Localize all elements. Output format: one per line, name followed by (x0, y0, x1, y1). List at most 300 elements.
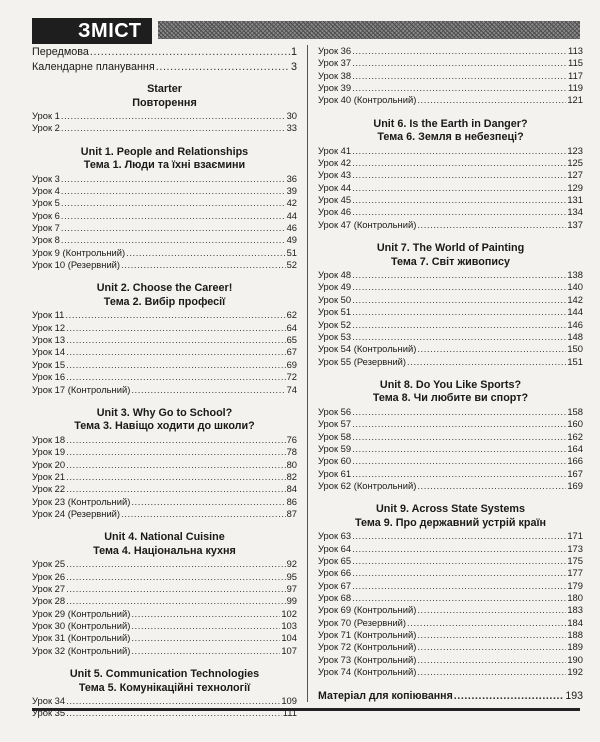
dot-leader (66, 583, 285, 595)
section-subtitle: Тема 9. Про державний устрій країн (354, 516, 547, 529)
dot-leader (90, 45, 290, 60)
entry-label: Урок 29 (Контрольний) (32, 607, 131, 619)
entry-page: 140 (567, 281, 583, 293)
entry-page: 142 (567, 293, 583, 305)
section-unit-3 (32, 407, 297, 434)
entry-page: 162 (567, 430, 583, 442)
section-subtitle: Тема 1. Люди та їхні взаємини (83, 159, 246, 172)
toc-entry[interactable] (318, 418, 583, 430)
toc-entry[interactable] (32, 346, 297, 358)
dot-leader (66, 434, 285, 446)
entry-label: Урок 48 (318, 269, 352, 281)
toc-entry[interactable] (318, 219, 583, 231)
entry-label: Урок 32 (Контрольний) (32, 644, 131, 656)
toc-entry[interactable] (318, 641, 583, 653)
entry-page: 183 (567, 604, 583, 616)
entry-page: 193 (565, 690, 583, 703)
dot-leader (454, 689, 565, 704)
toc-entry[interactable] (318, 319, 583, 331)
entry-label: Урок 49 (318, 281, 352, 293)
toc-entry[interactable] (32, 259, 297, 271)
entry-label: Урок 39 (318, 82, 352, 94)
page-header (32, 18, 580, 44)
section-title: Unit 5. Communication Technologies (69, 668, 260, 680)
entry-label: Урок 46 (318, 206, 352, 218)
dot-leader (352, 592, 566, 604)
toc-entry[interactable] (318, 70, 583, 82)
entry-page: 42 (286, 197, 297, 209)
entry-label: Урок 3 (32, 172, 60, 184)
entry-page: 86 (286, 495, 297, 507)
dot-leader (61, 234, 286, 246)
toc-entry[interactable] (318, 194, 583, 206)
entry-page: 84 (286, 483, 297, 495)
toc-entry[interactable] (32, 632, 297, 644)
toc-entry[interactable] (32, 620, 297, 632)
toc-entry[interactable] (318, 294, 583, 306)
entry-label: Урок 41 (318, 144, 352, 156)
dot-leader (61, 173, 286, 185)
entry-page: 72 (286, 371, 297, 383)
entry-label: Урок 2 (32, 122, 60, 134)
dot-leader (66, 695, 280, 707)
toc-entry[interactable] (318, 468, 583, 480)
entry-page: 166 (567, 455, 583, 467)
toc-entry[interactable] (318, 592, 583, 604)
entry-page: 146 (567, 318, 583, 330)
toc-entry[interactable] (32, 334, 297, 346)
dot-leader (66, 359, 285, 371)
entry-page: 184 (567, 616, 583, 628)
entry-page: 44 (286, 209, 297, 221)
dot-leader (66, 346, 285, 358)
entry-label: Урок 17 (Контрольний) (32, 383, 131, 395)
entry-page: 102 (281, 607, 297, 619)
toc-entry[interactable] (32, 496, 297, 508)
dot-leader (61, 185, 286, 197)
toc-entry[interactable] (318, 455, 583, 467)
toc-entry[interactable] (32, 110, 297, 122)
dot-leader (66, 483, 285, 495)
entry-page: 30 (286, 110, 297, 121)
entry-page: 51 (286, 246, 297, 258)
toc-entry[interactable] (32, 309, 297, 321)
toc-entry[interactable] (318, 169, 583, 181)
entry-page: 129 (567, 181, 583, 193)
dot-leader (417, 343, 566, 355)
entry-page: 99 (286, 595, 297, 607)
section-title: Unit 9. Across State Systems (375, 503, 526, 516)
dot-leader (407, 617, 566, 629)
entry-page: 123 (567, 144, 583, 156)
entry-page: 113 (568, 45, 583, 56)
entry-page: 180 (567, 592, 583, 603)
entry-page: 164 (567, 442, 583, 454)
entry-label: Урок 21 (32, 470, 66, 482)
entry-label: Урок 62 (Контрольний) (318, 479, 417, 491)
toc-entry[interactable] (318, 443, 583, 455)
toc-entry[interactable] (32, 371, 297, 383)
entry-label: Урок 22 (32, 483, 66, 495)
dot-leader (352, 406, 566, 418)
dot-leader (352, 567, 566, 579)
section-subtitle: Тема 7. Світ живопису (390, 255, 511, 268)
toc-entry[interactable] (318, 617, 583, 629)
entry-label: Урок 66 (318, 567, 352, 579)
entry-label: Урок 30 (Контрольний) (32, 619, 131, 631)
dot-leader (352, 306, 566, 318)
entry-label: Урок 5 (32, 197, 60, 209)
entry-page: 173 (567, 542, 583, 554)
entry-page: 127 (567, 169, 583, 181)
entry-label: Урок 43 (318, 169, 352, 181)
dot-leader (66, 571, 285, 583)
section-unit-8 (318, 379, 583, 406)
toc-entry-materials[interactable] (318, 689, 583, 704)
dot-leader (66, 459, 285, 471)
entry-label: Урок 13 (32, 334, 66, 346)
bottom-rule (32, 708, 580, 711)
dot-leader (66, 322, 285, 334)
entry-page: 36 (286, 172, 297, 184)
dot-leader (352, 182, 566, 194)
entry-label: Урок 7 (32, 222, 60, 234)
dot-leader (352, 530, 566, 542)
entry-page: 167 (567, 467, 583, 479)
dot-leader (417, 629, 566, 641)
entry-label: Урок 55 (Резервний) (318, 355, 407, 367)
toc-entry[interactable] (32, 508, 297, 520)
entry-page: 33 (286, 122, 297, 134)
toc-entry[interactable] (32, 695, 297, 707)
entry-page: 151 (567, 355, 583, 367)
toc-entry[interactable] (32, 247, 297, 259)
toc-entry[interactable] (32, 222, 297, 234)
section-unit-5 (32, 668, 297, 695)
dot-leader (352, 319, 566, 331)
entry-label: Урок 60 (318, 455, 352, 467)
toc-entry[interactable] (32, 583, 297, 595)
toc-entry[interactable] (32, 483, 297, 495)
section-unit-4 (32, 531, 297, 558)
toc-entry[interactable] (318, 157, 583, 169)
dot-leader (65, 309, 285, 321)
entry-page: 80 (286, 458, 297, 470)
dot-leader (407, 356, 566, 368)
entry-page: 121 (567, 94, 583, 106)
dot-leader (61, 110, 286, 122)
toc-entry[interactable] (32, 122, 297, 134)
toc-entry[interactable] (32, 60, 297, 75)
toc-entry[interactable] (318, 57, 583, 69)
entry-page: 125 (567, 157, 583, 169)
toc-entry[interactable] (318, 343, 583, 355)
dot-leader (352, 455, 566, 467)
section-starter (32, 83, 297, 110)
dot-leader (61, 222, 286, 234)
entry-label: Урок 67 (318, 579, 352, 591)
title-decorative-bar (158, 21, 580, 39)
dot-leader (352, 331, 566, 343)
entry-label: Урок 36 (318, 45, 352, 56)
toc-left-column (32, 45, 297, 720)
toc-entry[interactable] (318, 145, 583, 157)
entry-label: Урок 42 (318, 157, 352, 169)
toc-entry[interactable] (318, 580, 583, 592)
dot-leader (352, 70, 567, 82)
dot-leader (352, 194, 566, 206)
toc-entry[interactable] (318, 45, 583, 57)
entry-page: 67 (286, 346, 297, 358)
entry-label: Урок 72 (Контрольний) (318, 641, 417, 653)
toc-entry[interactable] (318, 306, 583, 318)
dot-leader (66, 471, 285, 483)
dot-leader (352, 555, 566, 567)
toc-entry[interactable] (318, 182, 583, 194)
entry-label: Урок 16 (32, 371, 66, 383)
toc-entry[interactable] (318, 654, 583, 666)
entry-label: Урок 58 (318, 430, 352, 442)
entry-label: Урок 61 (318, 467, 352, 479)
toc-entry[interactable] (32, 359, 297, 371)
toc-entry[interactable] (32, 384, 297, 396)
entry-label: Матеріал для копіювання (318, 690, 453, 703)
section-title: Unit 2. Choose the Career! (96, 282, 233, 295)
entry-page: 119 (568, 82, 583, 94)
entry-page: 95 (286, 570, 297, 582)
column-divider (307, 45, 308, 702)
toc-entry[interactable] (32, 471, 297, 483)
entry-label: Урок 23 (Контрольний) (32, 495, 131, 507)
section-unit-6 (318, 118, 583, 145)
dot-leader (352, 269, 566, 281)
section-title: Unit 4. National Cuisine (104, 531, 225, 544)
entry-page: 52 (286, 259, 297, 271)
entry-label: Урок 8 (32, 234, 60, 246)
entry-page: 131 (567, 194, 583, 206)
toc-entry[interactable] (318, 543, 583, 555)
entry-page: 115 (568, 57, 583, 69)
entry-label: Урок 51 (318, 306, 352, 318)
dot-leader (417, 641, 566, 653)
entry-label: Урок 37 (318, 57, 352, 69)
toc-entry[interactable] (32, 322, 297, 334)
section-unit-1 (32, 146, 297, 173)
entry-page: 3 (290, 61, 297, 73)
dot-leader (66, 334, 285, 346)
entry-label: Урок 68 (318, 592, 352, 603)
entry-label: Урок 15 (32, 358, 66, 370)
entry-label: Урок 11 (32, 309, 65, 321)
entry-page: 150 (567, 343, 583, 355)
toc-entry[interactable] (32, 197, 297, 209)
entry-page: 97 (286, 582, 297, 594)
toc-entry[interactable] (32, 434, 297, 446)
entry-label: Урок 24 (Резервний) (32, 507, 121, 519)
toc-entry[interactable] (32, 595, 297, 607)
toc-entry[interactable] (32, 571, 297, 583)
toc-entry[interactable] (318, 567, 583, 579)
toc-entry[interactable] (32, 645, 297, 657)
entry-label: Урок 6 (32, 209, 60, 221)
entry-label: Урок 64 (318, 542, 352, 554)
section-subtitle: Тема 8. Чи любите ви спорт? (372, 392, 529, 405)
toc-entry[interactable] (318, 82, 583, 94)
entry-page: 46 (286, 222, 297, 234)
dot-leader (131, 384, 285, 396)
entry-page: 179 (567, 579, 583, 591)
entry-page: 49 (286, 234, 297, 246)
dot-leader (352, 468, 566, 480)
entry-label: Урок 53 (318, 330, 352, 342)
toc-entry[interactable] (32, 608, 297, 620)
toc-entry[interactable] (318, 555, 583, 567)
entry-page: 64 (286, 321, 297, 333)
entry-label: Урок 1 (32, 110, 60, 121)
entry-page: 148 (567, 330, 583, 342)
toc-entry[interactable] (318, 666, 583, 678)
dot-leader (417, 604, 566, 616)
entry-label: Урок 19 (32, 446, 66, 458)
entry-page: 175 (567, 554, 583, 566)
entry-page: 160 (567, 418, 583, 430)
dot-leader (156, 60, 290, 75)
entry-page: 169 (567, 479, 583, 491)
entry-page: 82 (286, 470, 297, 482)
section-title: Starter (147, 83, 182, 95)
entry-page: 1 (290, 46, 297, 58)
entry-label: Урок 65 (318, 554, 352, 566)
entry-page: 92 (286, 558, 297, 570)
entry-label: Урок 73 (Контрольний) (318, 653, 417, 665)
toc-entry[interactable] (318, 406, 583, 418)
entry-label: Урок 35 (32, 707, 66, 719)
entry-label: Урок 27 (32, 582, 66, 594)
toc-entry[interactable] (32, 45, 297, 60)
entry-page: 171 (567, 530, 583, 542)
dot-leader (417, 666, 566, 678)
entry-label: Календарне планування (32, 61, 155, 73)
section-subtitle: Тема 3. Навіщо ходити до школи? (74, 420, 255, 433)
entry-label: Урок 34 (32, 695, 66, 706)
dot-leader (61, 197, 286, 209)
dot-leader (66, 371, 285, 383)
dot-leader (121, 508, 286, 520)
section-subtitle: Тема 6. Земля в небезпеці? (377, 131, 524, 144)
entry-page: 177 (567, 567, 583, 579)
entry-page: 74 (286, 383, 297, 395)
section-title: Unit 3. Why Go to School? (96, 406, 233, 419)
entry-label: Урок 10 (Резервний) (32, 259, 121, 271)
entry-page: 158 (567, 405, 583, 417)
dot-leader (352, 580, 566, 592)
dot-leader (352, 543, 566, 555)
entry-label: Урок 14 (32, 346, 66, 358)
toc-entry[interactable] (32, 459, 297, 471)
toc-entry[interactable] (318, 530, 583, 542)
dot-leader (417, 94, 566, 106)
toc-entry[interactable] (318, 629, 583, 641)
toc-entry[interactable] (318, 604, 583, 616)
entry-label: Урок 25 (32, 558, 66, 570)
dot-leader (61, 210, 286, 222)
entry-label: Урок 4 (32, 185, 60, 197)
dot-leader (352, 418, 566, 430)
toc-right-column (318, 45, 583, 704)
entry-label: Урок 12 (32, 321, 66, 333)
toc-entry[interactable] (32, 446, 297, 458)
entry-page: 134 (567, 206, 583, 218)
toc-entry[interactable] (318, 206, 583, 218)
toc-entry[interactable] (318, 281, 583, 293)
dot-leader (131, 632, 280, 644)
dot-leader (352, 294, 566, 306)
section-unit-9 (318, 503, 583, 530)
dot-leader (131, 608, 280, 620)
dot-leader (131, 645, 280, 657)
section-unit-7 (318, 242, 583, 269)
toc-entry[interactable] (318, 331, 583, 343)
toc-entry[interactable] (32, 234, 297, 246)
entry-page: 109 (281, 695, 297, 706)
dot-leader (352, 145, 566, 157)
entry-label: Урок 38 (318, 69, 352, 81)
entry-page: 137 (567, 218, 583, 230)
section-subtitle: Повторення (132, 96, 197, 109)
entry-label: Урок 70 (Резервний) (318, 616, 407, 628)
entry-page: 104 (281, 632, 297, 644)
entry-label: Урок 69 (Контрольний) (318, 604, 417, 616)
toc-entry[interactable] (318, 431, 583, 443)
entry-page: 189 (567, 641, 583, 653)
entry-label: Урок 56 (318, 405, 352, 417)
toc-entry[interactable] (32, 185, 297, 197)
entry-page: 103 (281, 619, 297, 631)
entry-page: 144 (567, 306, 583, 318)
entry-label: Урок 44 (318, 181, 352, 193)
entry-page: 39 (286, 185, 297, 197)
entry-label: Урок 31 (Контрольний) (32, 632, 131, 644)
dot-leader (352, 45, 567, 57)
toc-entry[interactable] (318, 480, 583, 492)
entry-label: Урок 28 (32, 595, 66, 607)
dot-leader (126, 247, 285, 259)
dot-leader (352, 281, 566, 293)
entry-label: Урок 50 (318, 293, 352, 305)
section-subtitle: Тема 4. Національна кухня (93, 544, 236, 557)
entry-label: Передмова (32, 46, 89, 58)
dot-leader (352, 57, 567, 69)
toc-entry[interactable] (318, 356, 583, 368)
entry-page: 138 (567, 269, 583, 281)
entry-label: Урок 45 (318, 194, 352, 206)
entry-page: 87 (286, 507, 297, 519)
entry-label: Урок 74 (Контрольний) (318, 666, 417, 678)
entry-label: Урок 9 (Контрольний) (32, 246, 126, 258)
section-subtitle: Тема 5. Комунікаційні технології (78, 681, 251, 694)
toc-entry[interactable] (318, 94, 583, 106)
toc-entry[interactable] (32, 173, 297, 185)
dot-leader (66, 558, 285, 570)
entry-label: Урок 18 (32, 433, 66, 445)
toc-entry[interactable] (32, 558, 297, 570)
toc-entry[interactable] (318, 269, 583, 281)
toc-entry[interactable] (32, 210, 297, 222)
dot-leader (417, 219, 566, 231)
page-title: ЗМІСТ (32, 18, 152, 44)
entry-label: Урок 59 (318, 442, 352, 454)
section-subtitle: Тема 2. Вибір професії (103, 295, 226, 308)
